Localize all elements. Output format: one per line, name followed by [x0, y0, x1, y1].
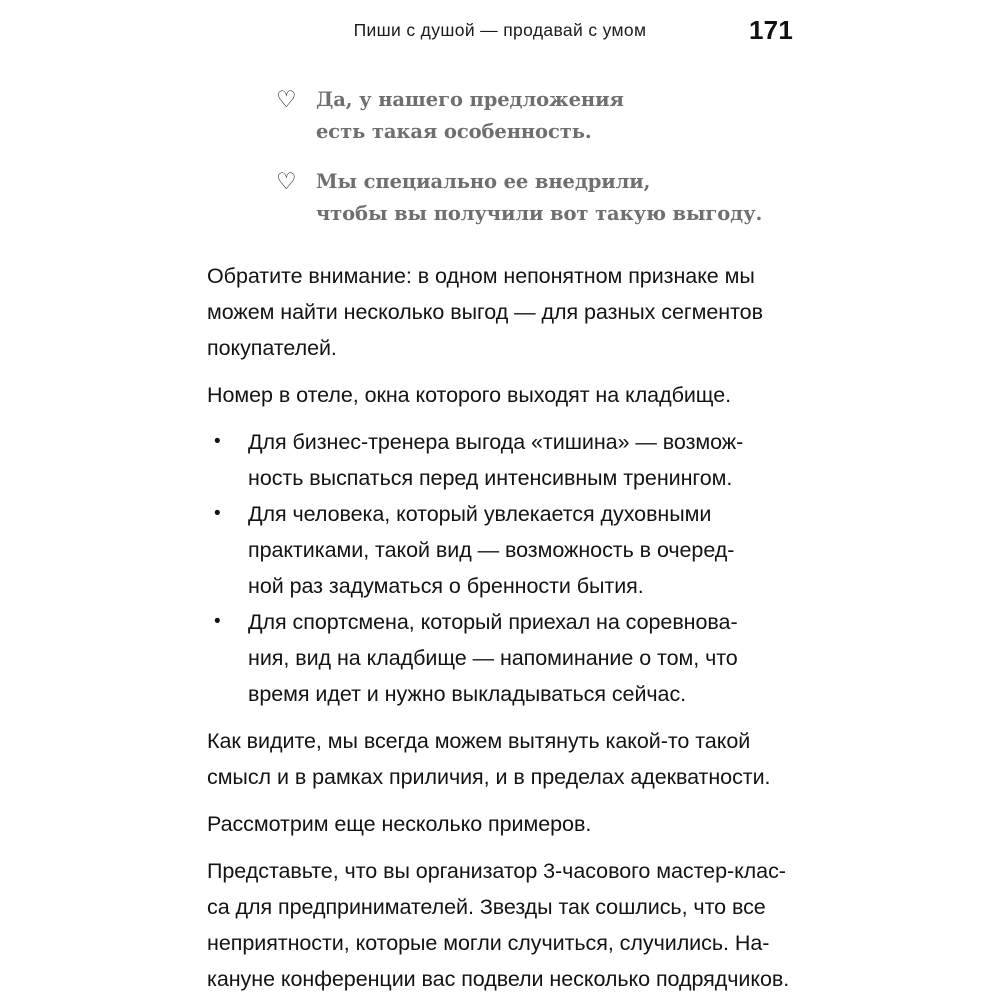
text-line: ния, вид на кладбище — напоминание о том, что	[248, 646, 738, 670]
heart-icon: ♡	[276, 87, 297, 113]
text-line: Представьте, что вы организатор 3-часового мастер-клас-	[207, 859, 786, 883]
pull-quote-text	[316, 166, 794, 230]
text-line: неприятности, которые могли случиться, случились. На-	[207, 931, 770, 955]
page-number: 171	[749, 15, 793, 45]
text-line: кануне конференции вас подвели несколько подрядчиков.	[207, 967, 790, 991]
quote-line: Да, у нашего предложения	[316, 88, 624, 111]
text-line: Для человека, который увлекается духовными	[248, 502, 712, 526]
pull-quote-text	[316, 84, 794, 148]
pull-quote-list	[207, 84, 794, 230]
examples-bullet-list	[207, 424, 794, 712]
paragraph-masterclass-scenario	[207, 853, 794, 997]
text-line: Рассмотрим еще несколько примеров.	[207, 812, 592, 836]
text-line: время идет и нужно выкладываться сейчас.	[248, 682, 687, 706]
paragraph-conclusion	[207, 723, 794, 795]
paragraph-attention	[207, 258, 794, 366]
paragraph-more-examples	[207, 806, 794, 842]
text-line: смысл и в рамках приличия, и в пределах адекватности.	[207, 765, 771, 789]
text-line: Для бизнес-тренера выгода «тишина» — возмож-	[248, 430, 744, 454]
paragraph-hotel-room	[207, 377, 794, 413]
list-item	[207, 604, 794, 712]
text-line: покупателей.	[207, 336, 337, 360]
quote-line: Мы специально ее внедрили,	[316, 170, 651, 193]
quote-line: чтобы вы получили вот такую выгоду.	[316, 202, 763, 225]
running-head	[0, 15, 1000, 52]
text-line: Обратите внимание: в одном непонятном признаке мы	[207, 264, 755, 288]
text-line: практиками, такой вид — возможность в очеред-	[248, 538, 735, 562]
text-line: ность выспаться перед интенсивным тренингом.	[248, 466, 733, 490]
bullet-icon: •	[214, 431, 221, 452]
text-line: Как видите, мы всегда можем вытянуть какой-то такой	[207, 729, 751, 753]
text-line: можем найти несколько выгод — для разных сегментов	[207, 300, 763, 324]
running-head-title: Пиши с душой — продавай с умом	[353, 20, 647, 40]
text-line: са для предпринимателей. Звезды так сошлись, что все	[207, 895, 766, 919]
bullet-icon: •	[214, 503, 221, 524]
bullet-icon: •	[214, 611, 221, 632]
pull-quote-item	[207, 166, 794, 230]
pull-quote-item	[207, 84, 794, 148]
text-column	[207, 84, 794, 1008]
quote-line: есть такая особенность.	[316, 120, 592, 143]
text-line: ной раз задуматься о бренности бытия.	[248, 574, 644, 598]
heart-icon: ♡	[276, 169, 297, 195]
text-line: Для спортсмена, который приехал на соревнова-	[248, 610, 738, 634]
text-line: Номер в отеле, окна которого выходят на кладбище.	[207, 383, 732, 407]
list-item	[207, 424, 794, 496]
list-item	[207, 496, 794, 604]
